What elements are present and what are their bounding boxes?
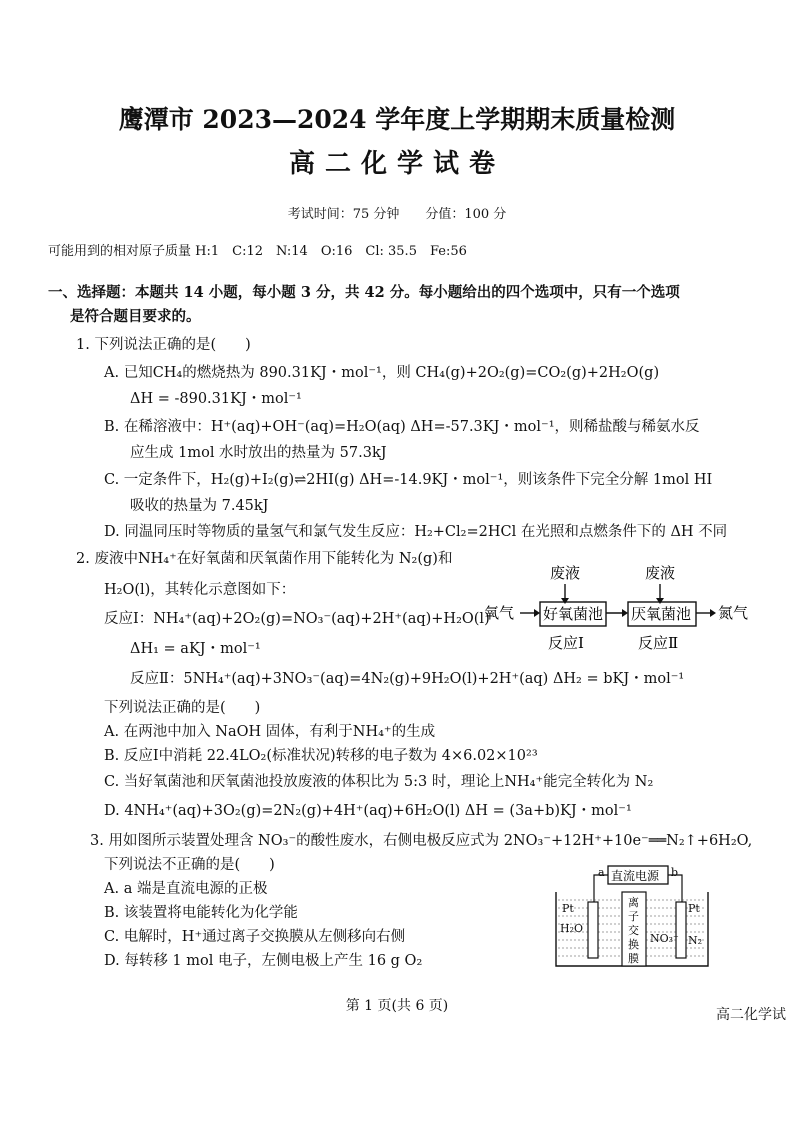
- diagram-label-2: 反应Ⅱ: [638, 634, 679, 652]
- diagram-waste-1: 废液: [550, 564, 581, 582]
- wire-right: [668, 875, 682, 902]
- q1-option-b-cont: 应生成 1mol 水时放出的热量为 57.3kJ: [130, 445, 387, 461]
- left-electrode: [588, 902, 598, 958]
- n2-label: N₂: [688, 934, 703, 947]
- q1-option-c: C. 一定条件下，H₂(g)+I₂(g)⇌2HI(g) ΔH=-14.9KJ・mol⁻¹，则该条件下完全分解 1mol HI: [104, 472, 713, 488]
- section-heading-cont: 是符合题目要求的。: [70, 308, 201, 325]
- arrow-head-nitrogen: [710, 609, 716, 617]
- footer-right-text: 高二化学试: [716, 1007, 786, 1023]
- membrane-char-4: 换: [628, 938, 639, 951]
- q2-question: 下列说法正确的是( ): [104, 700, 261, 716]
- diagram-label-1: 反应Ⅰ: [548, 634, 584, 652]
- diagram-box-1: 好氧菌池: [543, 605, 604, 623]
- page-number: 第 1 页(共 6 页): [345, 998, 449, 1014]
- q2-reaction-1: 反应Ⅰ：NH₄⁺(aq)+2O₂(g)=NO₃⁻(aq)+2H⁺(aq)+H₂O(l): [104, 611, 490, 627]
- exam-subtitle: 高二化学试卷: [288, 149, 505, 179]
- q2-stem-cont: H₂O(l)，其转化示意图如下：: [104, 582, 296, 598]
- exam-title: 鹰潭市 2023—2024 学年度上学期期末质量检测: [118, 105, 676, 134]
- power-label: 直流电源: [611, 869, 660, 883]
- q1-option-b: B. 在稀溶液中：H⁺(aq)+OH⁻(aq)=H₂O(aq) ΔH=-57.3KJ・mol⁻¹，则稀盐酸与稀氨水反: [104, 419, 700, 435]
- terminal-b: b: [671, 866, 679, 879]
- no3-label: NO₃⁻: [650, 932, 679, 945]
- q1-option-d: D. 同温同压时等物质的量氢气和氯气发生反应：H₂+Cl₂=2HCl 在光照和点燃条件下的 ΔH 不同: [104, 524, 728, 540]
- membrane-char-1: 离: [628, 896, 639, 909]
- pt-left-label: Pt: [562, 902, 574, 915]
- q2-stem: 2. 废液中NH₄⁺在好氧菌和厌氧菌作用下能转化为 N₂(g)和: [76, 551, 453, 567]
- q1-option-c-cont: 吸收的热量为 7.45kJ: [130, 498, 269, 514]
- h2o-label: H₂O: [560, 922, 584, 935]
- diagram-box-2: 厌氧菌池: [631, 605, 692, 623]
- membrane-char-5: 膜: [628, 952, 639, 965]
- q2-option-c: C. 当好氧菌池和厌氧菌池投放废液的体积比为 5:3 时，理论上NH₄⁺能完全转化为 N₂: [104, 774, 654, 790]
- terminal-a: a: [598, 866, 605, 879]
- q3-option-b: B. 该装置将电能转化为化学能: [104, 905, 298, 921]
- exam-info: 考试时间：75 分钟 分值：100 分: [287, 207, 507, 222]
- diagram-waste-2: 废液: [645, 564, 676, 582]
- arrow-head-oxygen: [534, 609, 540, 617]
- q3-option-a: A. a 端是直流电源的正极: [104, 881, 268, 897]
- q2-option-b: B. 反应Ⅰ中消耗 22.4LO₂(标准状况)转移的电子数为 4×6.02×10²³: [104, 748, 538, 764]
- q1-option-a: A. 已知CH₄的燃烧热为 890.31KJ・mol⁻¹，则 CH₄(g)+2O₂(g)=CO₂(g)+2H₂O(g): [104, 365, 660, 381]
- arrow-head-waste-2: [656, 598, 664, 604]
- q2-reaction-1-dh: ΔH₁ = aKJ・mol⁻¹: [130, 641, 261, 657]
- q3-electrolysis-diagram: [550, 862, 720, 974]
- q3-option-d: D. 每转移 1 mol 电子，左侧电极上产生 16 g O₂: [104, 953, 423, 969]
- membrane-char-2: 子: [628, 910, 639, 923]
- diagram-nitrogen: 氮气: [718, 604, 749, 622]
- q2-reaction-2: 反应Ⅱ：5NH₄⁺(aq)+3NO₃⁻(aq)=4N₂(g)+9H₂O(l)+2H⁺(aq) ΔH₂ = bKJ・mol⁻¹: [130, 671, 685, 687]
- atomic-masses: 可能用到的相对原子质量 H:1 C:12 N:14 O:16 Cl: 35.5 Fe:56: [48, 244, 467, 259]
- wire-left: [594, 875, 608, 902]
- membrane-char-3: 交: [628, 924, 639, 937]
- q1-option-a-cont: ΔH = -890.31KJ・mol⁻¹: [130, 391, 302, 407]
- arrow-head-between: [622, 609, 628, 617]
- section-heading: 一、选择题：本题共 14 小题，每小题 3 分，共 42 分。每小题给出的四个选项中，只有一个选项: [48, 284, 680, 301]
- q3-option-c: C. 电解时，H⁺通过离子交换膜从左侧移向右侧: [104, 929, 406, 945]
- right-electrode: [676, 902, 686, 958]
- diagram-oxygen: 氧气: [484, 604, 515, 622]
- q2-option-a: A. 在两池中加入 NaOH 固体，有利于NH₄⁺的生成: [104, 724, 436, 740]
- q1-stem: 1. 下列说法正确的是( ): [76, 337, 251, 353]
- arrow-head-waste-1: [561, 598, 569, 604]
- q2-option-d: D. 4NH₄⁺(aq)+3O₂(g)=2N₂(g)+4H⁺(aq)+6H₂O(l) ΔH = (3a+b)KJ・mol⁻¹: [104, 803, 632, 819]
- q3-stem-cont: 下列说法不正确的是( ): [104, 857, 275, 873]
- pt-right-label: Pt: [688, 902, 700, 915]
- q2-flow-diagram: [480, 560, 770, 655]
- q3-stem: 3. 用如图所示装置处理含 NO₃⁻的酸性废水，右侧电极反应式为 2NO₃⁻+12H⁺+10e⁻══N₂↑+6H₂O,: [90, 833, 753, 849]
